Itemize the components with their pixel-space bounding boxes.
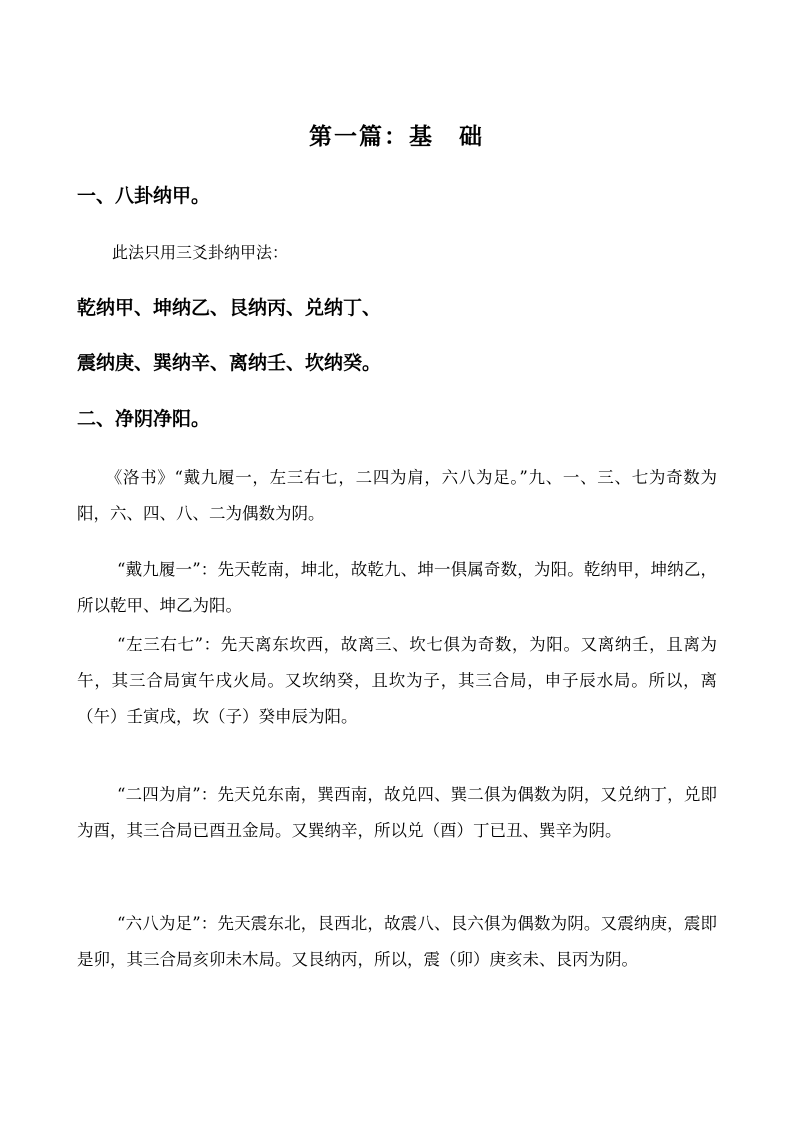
paragraph-er-si-wei-jian xyxy=(77,777,717,849)
najia-line-1: 乾纳甲、坤纳乙、艮纳丙、兑纳丁、 xyxy=(77,297,382,319)
paragraph-luoshu-text: 《洛书》“戴九履一，左三右七，二四为肩，六八为足。”九、一、三、七为奇数为阳，六、四、八、二为偶数为阴。 xyxy=(77,468,717,523)
page-title: 第一篇：基 础 xyxy=(309,124,484,150)
najia-line-2: 震纳庚、巽纳辛、离纳壬、坎纳癸。 xyxy=(77,352,382,374)
paragraph-zuo-san-you-qi-text: “左三右七”：先天离东坎西，故离三、坎七俱为奇数，为阳。又离纳壬，且离为午，其三合局寅午戌火局。又坎纳癸，且坎为子，其三合局，申子辰水局。所以，离（午）壬寅戌，坎（子）癸申辰为阳。 xyxy=(77,635,717,726)
paragraph-zuo-san-you-qi xyxy=(77,627,717,735)
paragraph-luoshu xyxy=(77,460,717,532)
paragraph-liu-ba-wei-zu-text: “六八为足”：先天震东北，艮西北，故震八、艮六俱为偶数为阴。又震纳庚，震即是卯，其三合局亥卯未木局。又艮纳丙，所以，震（卯）庚亥未、艮丙为阴。 xyxy=(77,914,717,969)
paragraph-liu-ba-wei-zu xyxy=(77,906,717,978)
paragraph-dai-jiu-lv-yi xyxy=(77,552,717,624)
paragraph-er-si-wei-jian-text: “二四为肩”：先天兑东南，巽西南，故兑四、巽二俱为偶数为阴，又兑纳丁，兑即为酉，其三合局已酉丑金局。又巽纳辛，所以兑（酉）丁已丑、巽辛为阴。 xyxy=(77,785,717,840)
paragraph-dai-jiu-lv-yi-text: “戴九履一”：先天乾南，坤北，故乾九、坤一俱属奇数，为阳。乾纳甲，坤纳乙，所以乾甲、坤乙为阳。 xyxy=(77,560,717,615)
section-heading-2: 二、净阴净阳。 xyxy=(77,408,211,430)
section-1-intro: 此法只用三爻卦纳甲法： xyxy=(112,243,289,262)
section-heading-1: 一、八卦纳甲。 xyxy=(77,185,211,207)
